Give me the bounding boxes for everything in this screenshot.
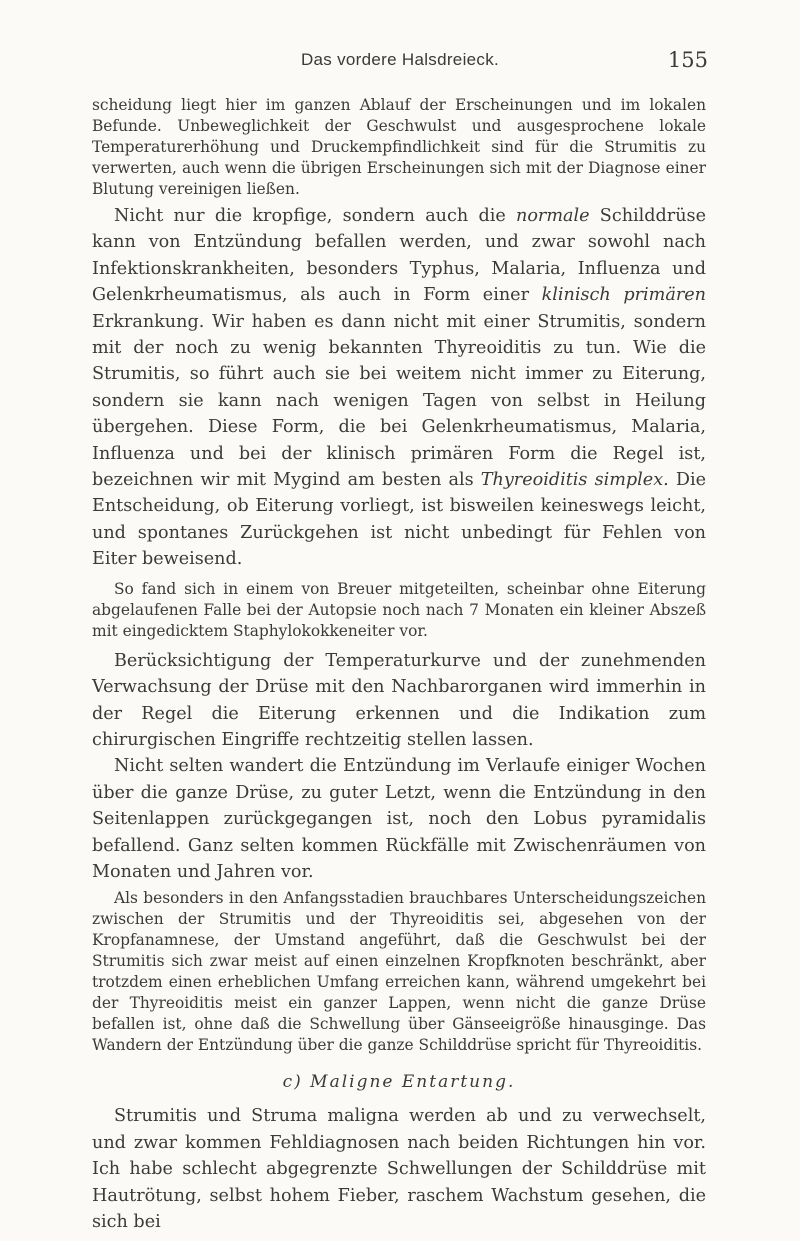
page-header (92, 50, 708, 78)
emphasis-thyreoiditis-simplex: Thyreoiditis simplex. (480, 470, 669, 491)
body-text (92, 95, 706, 1235)
page-number: 155 (667, 48, 708, 72)
section-heading: c) Maligne Entartung. (282, 1072, 516, 1093)
paragraph-2-text-b: Schilddrüse kann von Entzündung befallen werden, und zwar sowohl nach Infektionskrankheiten, besonders Typhus, Malaria, Influenza und Gelenkrheumatismus, als auch in Form einer (92, 206, 706, 306)
paragraph-1: scheidung liegt hier im ganzen Ablauf der Erscheinungen und im lokalen Befunde. Unbeweglichkeit der Geschwulst und ausgesprochene lokale Temperaturerhöhung und Druckempfindlichkeit sind für die Strumitis zu verwerten, auch wenn die übrigen Erscheinungen sich mit der Diagnose einer Blutung vereinigen ließen. (92, 96, 706, 198)
paragraph-2-text-a: Nicht nur die kropfige, sondern auch die (114, 206, 516, 226)
paragraph-2-text-c: Erkrankung. Wir haben es dann nicht mit einer Strumitis, sondern mit der noch zu wenig bekannten Thyreoiditis zu tun. Wie die Strumitis, so führt auch sie bei weitem nicht immer zu Eiterung, sondern sie kann nach wenigen Tagen von selbst in Heilung übergehen. Diese Form, die bei Gelenkrheumatismus, Malaria, Influenza und bei der klinisch primären Form die Regel ist, bezeichnen wir mit Mygind am besten als (92, 311, 706, 491)
paragraph-7: Strumitis und Struma maligna werden ab und zu verwechselt, und zwar kommen Fehldiagnosen nach beiden Richtungen hin vor. Ich habe schlecht abgegrenzte Schwellungen der Schilddrüse mit Hautrötung, selbst hohem Fieber, raschem Wachstum gesehen, die sich bei (92, 1106, 706, 1232)
paragraph-3: So fand sich in einem von Breuer mitgeteilten, scheinbar ohne Eiterung abgelaufenen Falle bei der Autopsie noch nach 7 Monaten ein kleiner Abszeß mit eingedicktem Staphylokokkeneiter vor. (92, 579, 706, 640)
paragraph-5: Nicht selten wandert die Entzündung im Verlaufe einiger Wochen über die ganze Drüse, zu guter Letzt, wenn die Entzündung in den Seitenlappen zurückgegangen ist, noch den Lobus pyramidalis befallend. Ganz selten kommen Rückfälle mit Zwischenräumen von Monaten und Jahren vor. (92, 756, 706, 882)
paragraph-6: Als besonders in den Anfangsstadien brauchbares Unterscheidungszeichen zwischen der Strumitis und der Thyreoiditis sei, abgesehen von der Kropfanamnese, der Umstand angeführt, daß die Geschwulst bei der Strumitis sich zwar meist auf einen einzelnen Kropfknoten beschränkt, aber trotzdem einen erheblichen Umfang erreichen kann, während umgekehrt bei der Thyreoiditis meist ein ganzer Lappen, wenn nicht die ganze Drüse befallen ist, ohne daß die Schwellung über Gänseeigröße hinausginge. Das Wandern der Entzündung über die ganze Schilddrüse spricht für Thyreoiditis. (92, 889, 706, 1055)
paragraph-2 (92, 203, 706, 573)
paragraph-4: Berücksichtigung der Temperaturkurve und der zunehmenden Verwachsung der Drüse mit den Nachbarorganen wird immerhin in der Regel die Eiterung erkennen und die Indikation zum chirurgischen Eingriffe rechtzeitig stellen lassen. (92, 650, 706, 750)
emphasis-normale: normale (516, 206, 590, 226)
paragraph-2-text-d: Die Entscheidung, ob Eiterung vorliegt, ist bisweilen keineswegs leicht, und spontanes Zurückgehen ist nicht unbedingt für Fehlen von Eiter beweisend. (92, 470, 706, 570)
running-head: Das vordere Halsdreieck. (300, 50, 500, 69)
emphasis-klinisch-primaeren: klinisch primären (541, 285, 706, 306)
